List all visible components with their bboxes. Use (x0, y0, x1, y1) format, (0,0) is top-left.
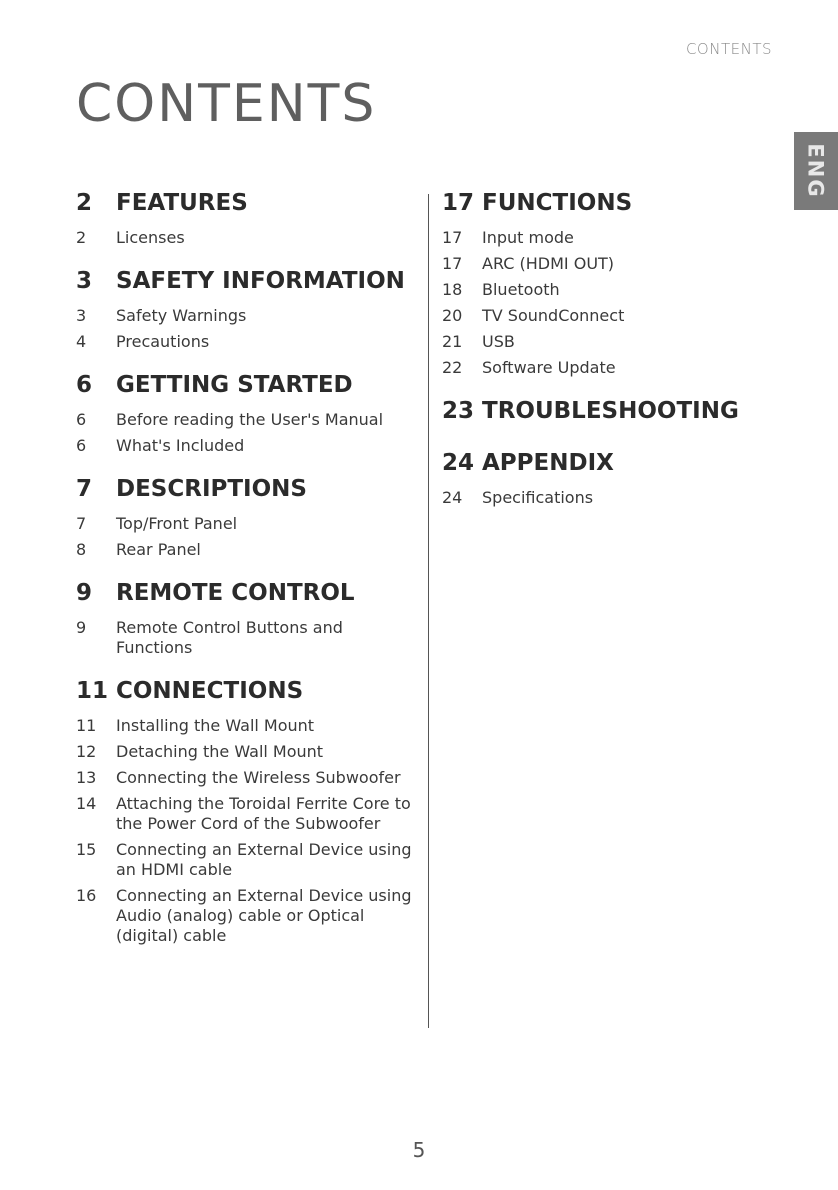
entry-page-number: 8 (76, 540, 87, 559)
toc-section-heading[interactable] (442, 398, 762, 436)
entry-page-number: 24 (442, 488, 463, 507)
entry-page-number: 13 (76, 768, 97, 787)
section-page-number: 11 (76, 678, 109, 704)
section-page-number: 3 (76, 268, 93, 294)
entry-label: Input mode (482, 228, 574, 247)
toc-section (76, 190, 416, 268)
entry-page-number: 17 (442, 228, 463, 247)
entry-label: Connecting an External Device using Audio (analog) cable or Optical (digital) cable (116, 886, 412, 945)
entry-label: ARC (HDMI OUT) (482, 254, 615, 273)
toc-entry[interactable] (442, 488, 762, 508)
running-header: CONTENTS (685, 40, 772, 58)
section-page-number: 23 (442, 398, 475, 424)
section-title: TROUBLESHOOTING (482, 398, 739, 424)
section-title: SAFETY INFORMATION (116, 268, 405, 294)
toc-entry[interactable] (442, 228, 762, 248)
toc-entry[interactable] (76, 332, 416, 352)
entry-label: Safety Warnings (116, 306, 247, 325)
language-tab-label: ENG (804, 143, 829, 199)
section-page-number: 9 (76, 580, 93, 606)
entry-label: Remote Control Buttons and Functions (116, 618, 343, 657)
entry-label: Connecting an External Device using an HDMI cable (116, 840, 412, 879)
toc-entry[interactable] (76, 886, 416, 946)
entry-label: Rear Panel (116, 540, 201, 559)
toc-entry[interactable] (442, 332, 762, 352)
entry-label: Software Update (482, 358, 616, 377)
entry-label: TV SoundConnect (482, 306, 625, 325)
entry-page-number: 4 (76, 332, 87, 351)
entry-label: Before reading the User's Manual (116, 410, 384, 429)
entry-label: Licenses (116, 228, 185, 247)
toc-entry[interactable] (442, 280, 762, 300)
toc-section (76, 476, 416, 580)
entry-label: USB (482, 332, 515, 351)
entry-page-number: 14 (76, 794, 97, 813)
entry-label: What's Included (116, 436, 245, 455)
toc-entry[interactable] (76, 514, 416, 534)
toc-entry[interactable] (76, 228, 416, 248)
section-title: DESCRIPTIONS (116, 476, 307, 502)
entry-label: Connecting the Wireless Subwoofer (116, 768, 401, 787)
entry-page-number: 15 (76, 840, 97, 859)
section-page-number: 2 (76, 190, 93, 216)
language-tab (794, 132, 838, 210)
toc-section (442, 450, 762, 528)
toc-entry[interactable] (76, 618, 416, 658)
entry-page-number: 2 (76, 228, 87, 247)
toc-entry[interactable] (76, 306, 416, 326)
entry-label: Bluetooth (482, 280, 560, 299)
section-title: CONNECTIONS (116, 678, 304, 704)
entry-label: Detaching the Wall Mount (116, 742, 324, 761)
toc-section (442, 398, 762, 450)
section-title: REMOTE CONTROL (116, 580, 355, 606)
toc-entry[interactable] (76, 794, 416, 834)
toc-entry[interactable] (442, 254, 762, 274)
toc-entry[interactable] (76, 768, 416, 788)
toc-entry[interactable] (76, 742, 416, 762)
column-divider (428, 194, 429, 1028)
entry-label: Attaching the Toroidal Ferrite Core to the Power Cord of the Subwoofer (116, 794, 411, 833)
toc-section-heading[interactable] (76, 678, 416, 716)
entry-page-number: 9 (76, 618, 87, 637)
toc-entry[interactable] (76, 840, 416, 880)
toc-entry[interactable] (442, 358, 762, 378)
toc-section (442, 190, 762, 398)
entry-label: Specifications (482, 488, 594, 507)
section-page-number: 24 (442, 450, 475, 476)
toc-section (76, 580, 416, 678)
toc-right-column (442, 190, 762, 528)
toc-section-heading[interactable] (76, 372, 416, 410)
toc-section-heading[interactable] (76, 190, 416, 228)
toc-section (76, 372, 416, 476)
page-number: 5 (412, 1138, 426, 1162)
page-title: CONTENTS (76, 74, 377, 134)
toc-entry[interactable] (76, 410, 416, 430)
toc-entry[interactable] (442, 306, 762, 326)
toc-entry[interactable] (76, 436, 416, 456)
entry-page-number: 12 (76, 742, 97, 761)
toc-section-heading[interactable] (76, 476, 416, 514)
toc-entry[interactable] (76, 540, 416, 560)
entry-page-number: 3 (76, 306, 87, 325)
entry-page-number: 6 (76, 410, 87, 429)
entry-page-number: 6 (76, 436, 87, 455)
entry-page-number: 17 (442, 254, 463, 273)
entry-page-number: 18 (442, 280, 463, 299)
entry-label: Installing the Wall Mount (116, 716, 315, 735)
entry-page-number: 11 (76, 716, 97, 735)
entry-page-number: 20 (442, 306, 463, 325)
section-page-number: 7 (76, 476, 93, 502)
entry-page-number: 22 (442, 358, 463, 377)
entry-label: Top/Front Panel (116, 514, 238, 533)
toc-section-heading[interactable] (76, 268, 416, 306)
section-title: APPENDIX (482, 450, 614, 476)
section-title: FEATURES (116, 190, 248, 216)
toc-section (76, 678, 416, 966)
entry-page-number: 21 (442, 332, 463, 351)
toc-section-heading[interactable] (442, 450, 762, 488)
section-page-number: 17 (442, 190, 475, 216)
entry-label: Precautions (116, 332, 210, 351)
entry-page-number: 16 (76, 886, 97, 905)
entry-page-number: 7 (76, 514, 87, 533)
toc-entry[interactable] (76, 716, 416, 736)
toc-section (76, 268, 416, 372)
section-page-number: 6 (76, 372, 93, 398)
section-title: FUNCTIONS (482, 190, 633, 216)
toc-section-heading[interactable] (76, 580, 416, 618)
section-title: GETTING STARTED (116, 372, 353, 398)
toc-left-column (76, 190, 416, 966)
toc-section-heading[interactable] (442, 190, 762, 228)
